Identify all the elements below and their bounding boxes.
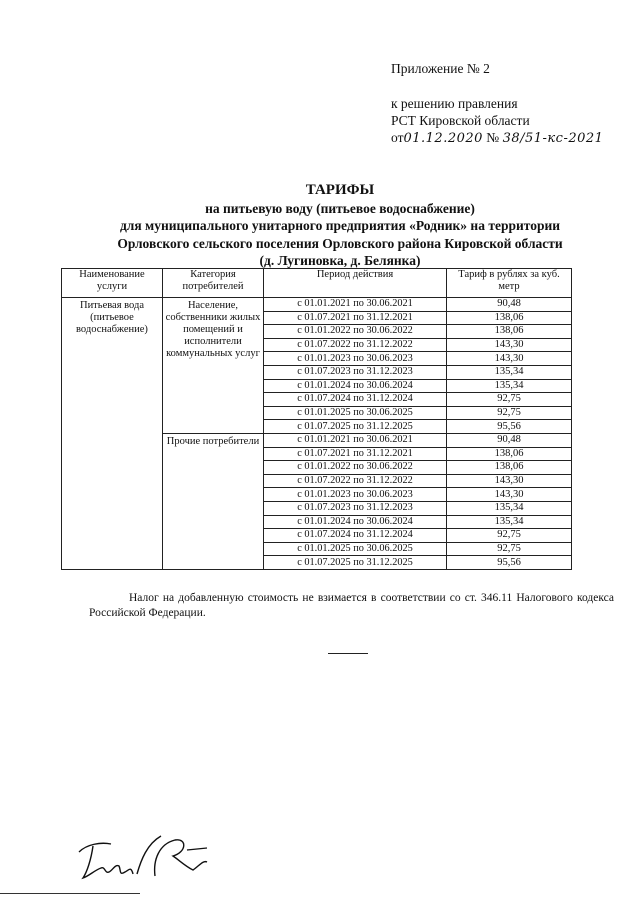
end-dash — [328, 653, 368, 654]
tariff-cell: 135,34 — [447, 515, 572, 529]
handwritten-number: 38/51-кс-2021 — [502, 131, 604, 146]
period-cell: с 01.01.2022 по 30.06.2022 — [264, 461, 447, 475]
title-line-2: для муниципального унитарного предприятия «Родник» на территории — [119, 218, 561, 233]
category-cell: Население, собственники жилых помещений и исполнители коммунальных услуг — [163, 298, 264, 434]
period-cell: с 01.01.2024 по 30.06.2024 — [264, 379, 447, 393]
period-cell: с 01.07.2022 по 31.12.2022 — [264, 474, 447, 488]
header-tariff: Тариф в рублях за куб. метр — [447, 269, 572, 298]
tariff-cell: 138,06 — [447, 325, 572, 339]
tariff-cell: 92,75 — [447, 406, 572, 420]
tariff-cell: 135,34 — [447, 379, 572, 393]
tariff-cell: 143,30 — [447, 338, 572, 352]
tariff-cell: 138,06 — [447, 461, 572, 475]
period-cell: с 01.07.2024 по 31.12.2024 — [264, 393, 447, 407]
table-header-row — [62, 269, 572, 298]
table-body — [62, 298, 572, 570]
header-service: Наименование услуги — [62, 269, 163, 298]
vat-note-text: Налог на добавленную стоимость не взимается в соответствии со ст. 346.11 Налогового кодекса Российской Федерации. — [89, 592, 614, 619]
appendix-authority: РСТ Кировской области — [391, 113, 530, 128]
period-cell: с 01.07.2023 по 31.12.2023 — [264, 501, 447, 515]
tariff-cell: 143,30 — [447, 488, 572, 502]
period-cell: с 01.01.2021 по 30.06.2021 — [264, 433, 447, 447]
period-cell: с 01.07.2021 по 31.12.2021 — [264, 447, 447, 461]
from-label: от — [391, 130, 404, 145]
vat-note — [89, 591, 614, 621]
tariff-cell: 138,06 — [447, 447, 572, 461]
period-cell: с 01.07.2023 по 31.12.2023 — [264, 365, 447, 379]
table-row — [62, 298, 572, 312]
title-line-4: (д. Лугиновка, д. Белянка) — [259, 253, 421, 268]
appendix-number: Приложение № 2 — [391, 61, 490, 76]
header-category: Категория потребителей — [163, 269, 264, 298]
title-line-1: на питьевую воду (питьевое водоснабжение) — [205, 200, 475, 216]
service-name-cell: Питьевая вода (питьевое водоснабжение) — [62, 298, 163, 570]
tariff-cell: 138,06 — [447, 311, 572, 325]
appendix-block — [391, 60, 603, 147]
tariff-cell: 92,75 — [447, 529, 572, 543]
period-cell: с 01.07.2024 по 31.12.2024 — [264, 529, 447, 543]
period-cell: с 01.01.2024 по 30.06.2024 — [264, 515, 447, 529]
period-cell: с 01.07.2021 по 31.12.2021 — [264, 311, 447, 325]
appendix-decision: к решению правления — [391, 96, 518, 111]
title-main: ТАРИФЫ — [305, 182, 375, 198]
document-title — [60, 182, 620, 270]
bottom-rule — [0, 893, 140, 894]
header-period: Период действия — [264, 269, 447, 298]
period-cell: с 01.07.2025 по 31.12.2025 — [264, 420, 447, 434]
tariff-cell: 90,48 — [447, 298, 572, 312]
tariff-cell: 95,56 — [447, 556, 572, 570]
tariff-cell: 92,75 — [447, 542, 572, 556]
period-cell: с 01.01.2023 по 30.06.2023 — [264, 488, 447, 502]
tariff-cell: 135,34 — [447, 501, 572, 515]
period-cell: с 01.01.2023 по 30.06.2023 — [264, 352, 447, 366]
title-line-3: Орловского сельского поселения Орловского района Кировской области — [117, 235, 563, 251]
period-cell: с 01.01.2025 по 30.06.2025 — [264, 542, 447, 556]
tariff-cell: 95,56 — [447, 420, 572, 434]
tariff-cell: 135,34 — [447, 365, 572, 379]
period-cell: с 01.01.2021 по 30.06.2021 — [264, 298, 447, 312]
handwritten-date: 01.12.2020 — [403, 131, 483, 146]
signature-image — [75, 830, 225, 885]
period-cell: с 01.01.2025 по 30.06.2025 — [264, 406, 447, 420]
tariff-table — [61, 268, 572, 570]
period-cell: с 01.07.2022 по 31.12.2022 — [264, 338, 447, 352]
tariff-cell: 143,30 — [447, 352, 572, 366]
tariff-cell: 92,75 — [447, 393, 572, 407]
period-cell: с 01.07.2025 по 31.12.2025 — [264, 556, 447, 570]
tariff-cell: 90,48 — [447, 433, 572, 447]
tariff-cell: 143,30 — [447, 474, 572, 488]
period-cell: с 01.01.2022 по 30.06.2022 — [264, 325, 447, 339]
number-label: № — [486, 130, 500, 145]
category-cell: Прочие потребители — [163, 433, 264, 569]
appendix-date-line — [391, 129, 603, 147]
